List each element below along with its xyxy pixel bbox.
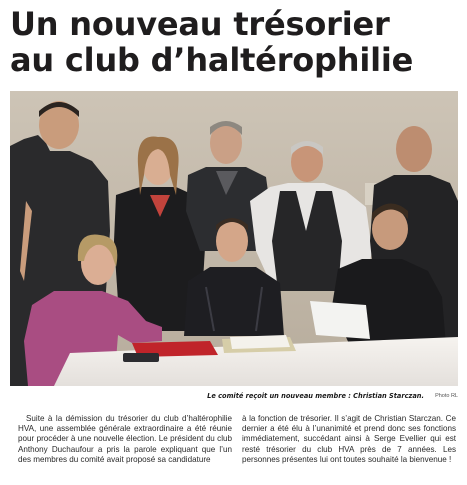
group-photo: [10, 91, 458, 386]
photo-caption: Le comité reçoit un nouveau membre : Christian Starczan.: [207, 392, 424, 400]
article-column-1: Suite à la démission du trésorier du club d’haltérophilie HVA, une assemblée générale extraordinaire a été réunie pour procéder à une nouvelle élection. Le président du club Anthony Duchaufour a pris la parole expliquant que l’un des membres du comité avait proposé sa candidature: [18, 414, 232, 464]
photo-caption-row: [10, 391, 458, 405]
article-column-2: à la fonction de trésorier. Il s’agit de Christian Starczan. Ce dernier a été élu à l’unanimité et prend donc ses fonctions immédiatement, succédant ainsi à Serge Evellier qui est resté trésorier du club HVA près de 7 années. Les personnes présentes lui ont toutes souhaité la bienvenue !: [242, 414, 456, 464]
article-headline: [10, 6, 460, 78]
headline-line-1: Un nouveau trésorier: [10, 5, 390, 43]
headline-line-2: au club d’haltérophilie: [10, 41, 414, 79]
photo-credit: Photo RL: [435, 393, 458, 399]
